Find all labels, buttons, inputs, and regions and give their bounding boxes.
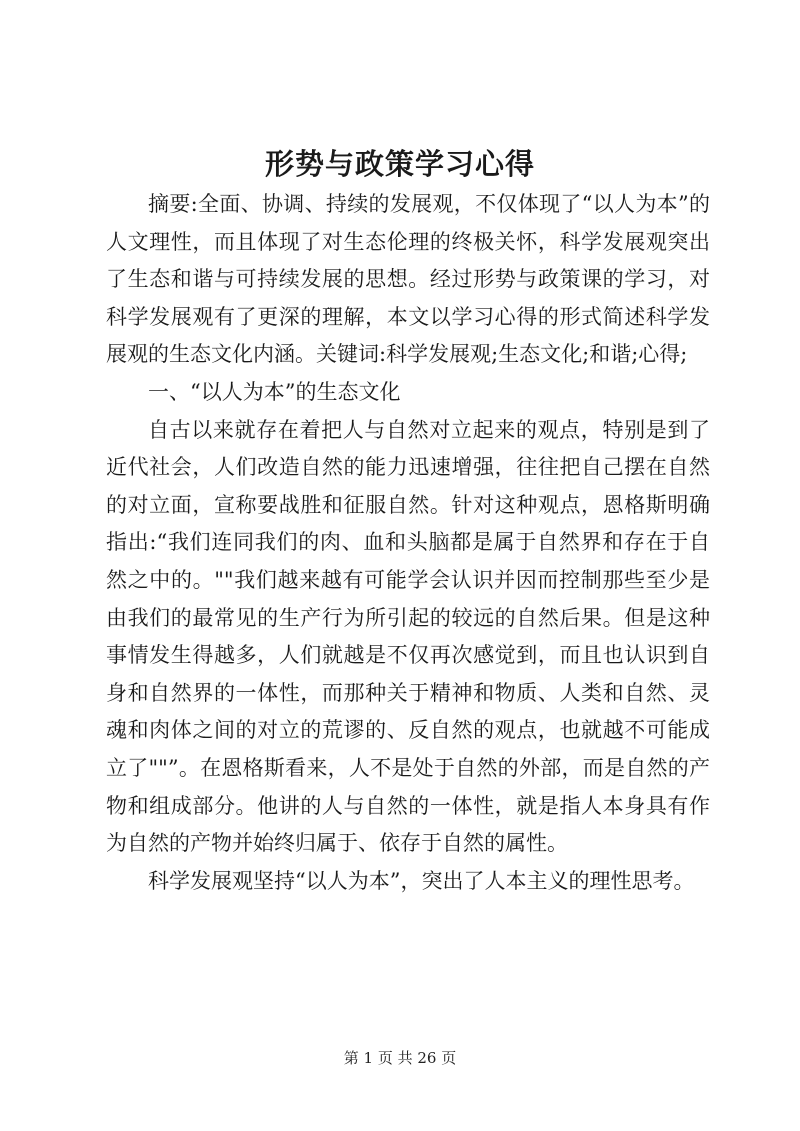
document-body bbox=[106, 186, 710, 900]
page-number: 第 1 页 共 26 页 bbox=[343, 1049, 457, 1067]
body-paragraph: 科学发展观坚持“以人为本”，突出了人本主义的理性思考。 bbox=[148, 868, 695, 893]
section-heading: 一、“以人为本”的生态文化 bbox=[148, 379, 401, 404]
document-title: 形势与政策学习心得 bbox=[264, 147, 535, 181]
abstract-paragraph: 摘要:全面、协调、持续的发展观，不仅体现了“以人为本”的人文理性，而且体现了对生态伦理的终极关怀，科学发展观突出了生态和谐与可持续发展的思想。经过形势与政策课的学习，对科学发展观有了更深的理解，本文以学习心得的形式简述科学发展观的生态文化内涵。关键词:科学发展观;生态文化;和谐;心得; bbox=[106, 192, 710, 367]
body-paragraph: 自古以来就存在着把人与自然对立起来的观点，特别是到了近代社会，人们改造自然的能力迅速增强，往往把自己摆在自然的对立面，宣称要战胜和征服自然。针对这种观点，恩格斯明确指出:“我们连同我们的肉、血和头脑都是属于自然界和存在于自然之中的。""我们越来越有可能学会认识并因而控制那些至少是由我们的最常见的生产行为所引起的较远的自然后果。但是这种事情发生得越多，人们就越是不仅再次感觉到，而且也认识到自身和自然界的一体性，而那种关于精神和物质、人类和自然、灵魂和肉体之间的对立的荒谬的、反自然的观点，也就越不可能成立了""”。在恩格斯看来，人不是处于自然的外部，而是自然的产物和组成部分。他讲的人与自然的一体性，就是指人本身具有作为自然的产物并始终归属于、依存于自然的属性。 bbox=[106, 417, 710, 856]
